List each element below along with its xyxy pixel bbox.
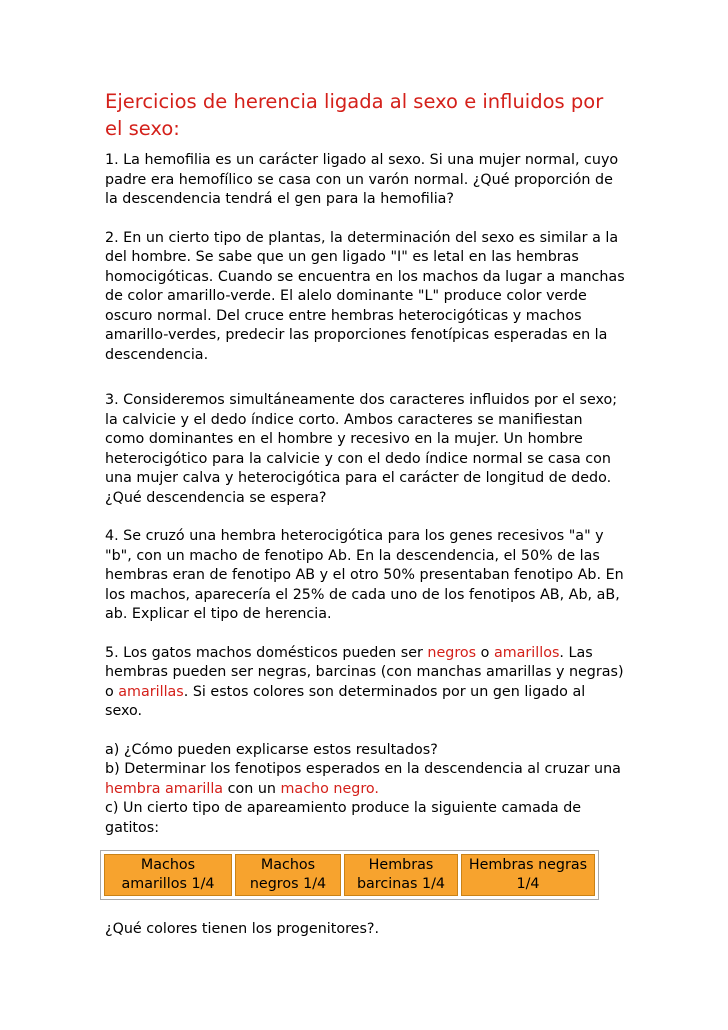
exercise-5-text: 5. Los gatos machos domésticos pueden ser — [105, 644, 428, 661]
table-cell: Hembras barcinas 1/4 — [344, 854, 458, 896]
exercise-5-text: o — [476, 644, 494, 661]
highlight-amarillos: amarillos — [493, 644, 560, 661]
question-c: c) Un cierto tipo de apareamiento produce la siguiente camada de gatitos: — [105, 800, 582, 836]
highlight-hembra-amarilla: hembra amarilla — [105, 780, 224, 797]
exercise-1: 1. La hemofilia es un carácter ligado al sexo. Si una mujer normal, cuyo padre era hemofílico se casa con un varón normal. ¿Qué proporción de la descendencia tendrá el gen para la hemofilia? — [105, 152, 619, 207]
question-b — [105, 760, 625, 799]
table-cell: Machos negros 1/4 — [235, 854, 341, 896]
exercise-5-text: . Las hembras pueden ser negras, barcinas (con manchas amarillas y negras) o — [105, 644, 624, 700]
question-a: a) ¿Cómo pueden explicarse estos resultados? — [105, 741, 438, 758]
question-b-text: b) Determinar los fenotipos esperados en la descendencia al cruzar una — [105, 761, 621, 777]
highlight-negros: negros — [427, 644, 477, 661]
exercise-4: 4. Se cruzó una hembra heterocigótica para los genes recesivos "a" y "b", con un macho de fenotipo Ab. En la descendencia, el 50% de las hembras eran de fenotipo AB y el otro 50% presentaban fenotipo Ab. En los machos, aparecería el 25% de cada uno de los fenotipos AB, Ab, aB, ab. Explicar el tipo de herencia. — [105, 528, 624, 622]
highlight-amarillas: amarillas — [118, 683, 184, 700]
table-cell: Hembras negras 1/4 — [461, 854, 595, 896]
question-b-text: con un — [223, 780, 281, 797]
page-title: Ejercicios de herencia ligada al sexo e influidos por el sexo: — [105, 90, 604, 140]
table-cell: Machos amarillos 1/4 — [104, 854, 232, 896]
closing-question: ¿Qué colores tienen los progenitores?. — [105, 921, 380, 937]
exercise-2: 2. En un cierto tipo de plantas, la determinación del sexo es similar a la del hombre. Se sabe que un gen ligado "I" es letal en las hembras homocigóticas. Cuando se encuentra en los machos da lugar a manchas de color amarillo-verde. El alelo dominante "L" produce color verde oscuro normal. Del cruce entre hembras heterocigóticas y machos amarillo-verdes, predecir las proporciones fenotípicas esperadas en la descendencia. — [105, 229, 625, 363]
exercise-5-text: . Si estos colores son determinados por un gen ligado al sexo. — [105, 683, 586, 719]
exercise-5 — [105, 644, 625, 722]
exercise-3: 3. Consideremos simultáneamente dos caracteres influidos por el sexo; la calvicie y el dedo índice corto. Ambos caracteres se manifiestan como dominantes en el hombre y recesivo en la mujer. Un hombre heterocigótico para la calvicie y con el dedo índice normal se casa con una mujer calva y heterocigótica para el carácter de longitud de dedo. ¿Qué descendencia se espera? — [105, 392, 618, 506]
table-row — [104, 854, 595, 896]
document-page — [105, 88, 625, 940]
highlight-macho-negro: macho negro. — [280, 780, 379, 797]
litter-table — [100, 850, 599, 900]
